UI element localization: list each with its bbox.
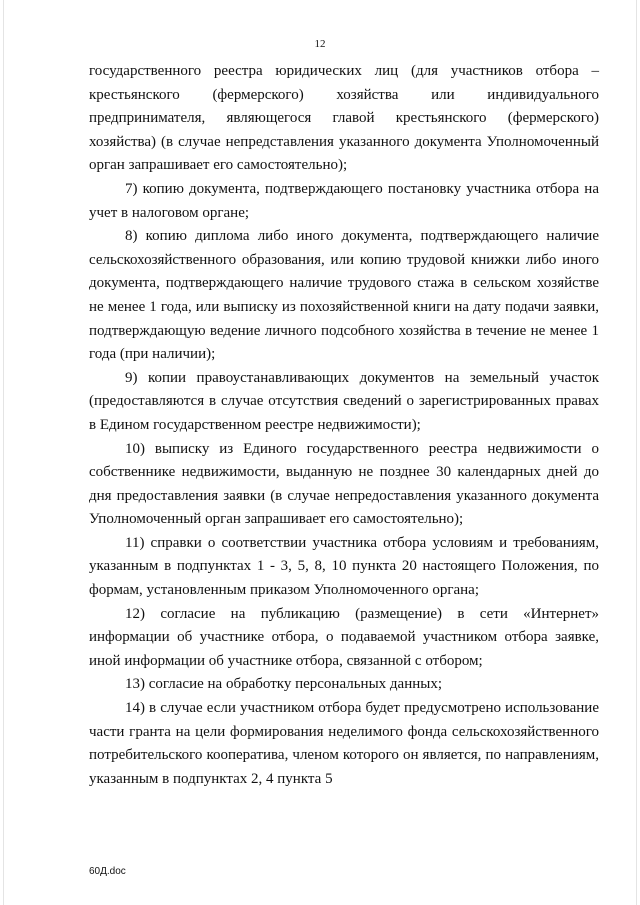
paragraph-item-7: 7) копию документа, подтверждающего постановку участника отбора на учет в налоговом органе; xyxy=(89,180,599,221)
paragraph-item-8: 8) копию диплома либо иного документа, подтверждающего наличие сельскохозяйственного образования, или копию трудовой книжки либо иного документа, подтверждающего наличие трудового стажа в сельском хозяйстве не менее 1 года, или выписку из похозяйственной книги на дату подачи заявки, подтверждающую ведение личного подсобного хозяйства в течение не менее 1 года (при наличии); xyxy=(89,228,599,363)
paragraph-item-12: 12) согласие на публикацию (размещение) в сети «Интернет» информации об участнике отбора, о подаваемой участником отбора заявке, иной информации об участнике отбора, связанной с отбором; xyxy=(89,605,599,669)
footer-filename: 60Д.doc xyxy=(89,866,126,877)
paragraph-continuation: государственного реестра юридических лиц (для участников отбора – крестьянского (фермерского) хозяйства или индивидуального предпринимателя, являющегося главой крестьянского (фермерского) хозяйства) (в случае непредставления указанного документа Уполномоченный орган запрашивает его самостоятельно); xyxy=(89,63,599,174)
page-number: 12 xyxy=(314,38,326,50)
scan-edge-right xyxy=(636,0,637,905)
scan-edge-left xyxy=(3,0,4,905)
paragraph-item-13: 13) согласие на обработку персональных данных; xyxy=(125,676,442,693)
paragraph-item-11: 11) справки о соответствии участника отбора условиям и требованиям, указанным в подпунктах 1 - 3, 5, 8, 10 пункта 20 настоящего Положения, по формам, установленным приказом Уполномоченного органа; xyxy=(89,534,599,599)
paragraph-item-9: 9) копии правоустанавливающих документов на земельный участок (предоставляются в случае отсутствия сведений о зарегистрированных правах в Едином государственном реестре недвижимости); xyxy=(89,369,599,433)
document-body xyxy=(89,60,599,791)
paragraph-item-10: 10) выписку из Единого государственного реестра недвижимости о собственнике недвижимости, выданную не позднее 30 календарных дней до дня предоставления заявки (в случае непредоставления указанного документа Уполномоченный орган запрашивает его самостоятельно); xyxy=(89,440,599,528)
paragraph-item-14: 14) в случае если участником отбора будет предусмотрено использование части гранта на цели формирования неделимого фонда сельскохозяйственного потребительского кооператива, членом которого он является, по направлениям, указанным в подпунктах 2, 4 пункта 5 xyxy=(89,700,599,787)
